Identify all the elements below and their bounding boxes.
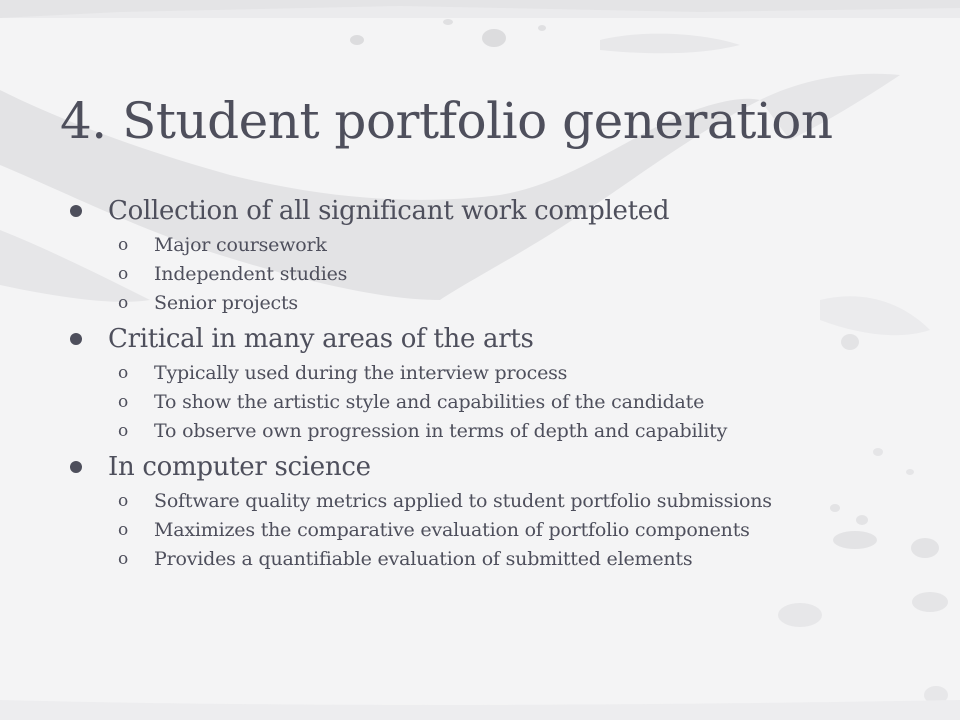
bullet-icon [70,205,82,217]
sub-bullet-item [118,288,928,317]
sub-bullet-marker: o [118,362,129,383]
bullet-text: In computer science [108,452,371,482]
bullet-item [68,448,928,573]
sub-bullet-item [118,486,928,515]
sub-bullet-text: Senior projects [154,291,298,314]
sub-bullet-item [118,515,928,544]
sub-bullet-item [118,416,928,445]
sub-bullet-item [118,259,928,288]
sub-bullet-list [68,358,928,445]
bullet-item [68,320,928,445]
bullet-icon [70,461,82,473]
sub-bullet-marker: o [118,391,129,412]
sub-bullet-text: Typically used during the interview process [154,361,568,384]
sub-bullet-text: Independent studies [154,262,348,285]
sub-bullet-text: To observe own progression in terms of depth and capability [154,419,728,442]
sub-bullet-marker: o [118,292,129,313]
bullet-text: Collection of all significant work completed [108,196,670,226]
sub-bullet-text: Software quality metrics applied to student portfolio submissions [154,489,772,512]
sub-bullet-marker: o [118,490,129,511]
sub-bullet-item [118,544,928,573]
sub-bullet-marker: o [118,420,129,441]
sub-bullet-text: Provides a quantifiable evaluation of submitted elements [154,547,693,570]
sub-bullet-marker: o [118,234,129,255]
bullet-list [68,192,928,573]
sub-bullet-text: Maximizes the comparative evaluation of portfolio components [154,518,750,541]
sub-bullet-marker: o [118,263,129,284]
sub-bullet-list [68,230,928,317]
bullet-item [68,192,928,317]
bullet-icon [70,333,82,345]
sub-bullet-list [68,486,928,573]
sub-bullet-text: Major coursework [154,233,327,256]
sub-bullet-text: To show the artistic style and capabilities of the candidate [154,390,705,413]
bullet-text: Critical in many areas of the arts [108,324,534,354]
sub-bullet-item [118,358,928,387]
slide-title: 4. Student portfolio generation [60,92,833,150]
sub-bullet-marker: o [118,548,129,569]
sub-bullet-item [118,230,928,259]
sub-bullet-item [118,387,928,416]
sub-bullet-marker: o [118,519,129,540]
